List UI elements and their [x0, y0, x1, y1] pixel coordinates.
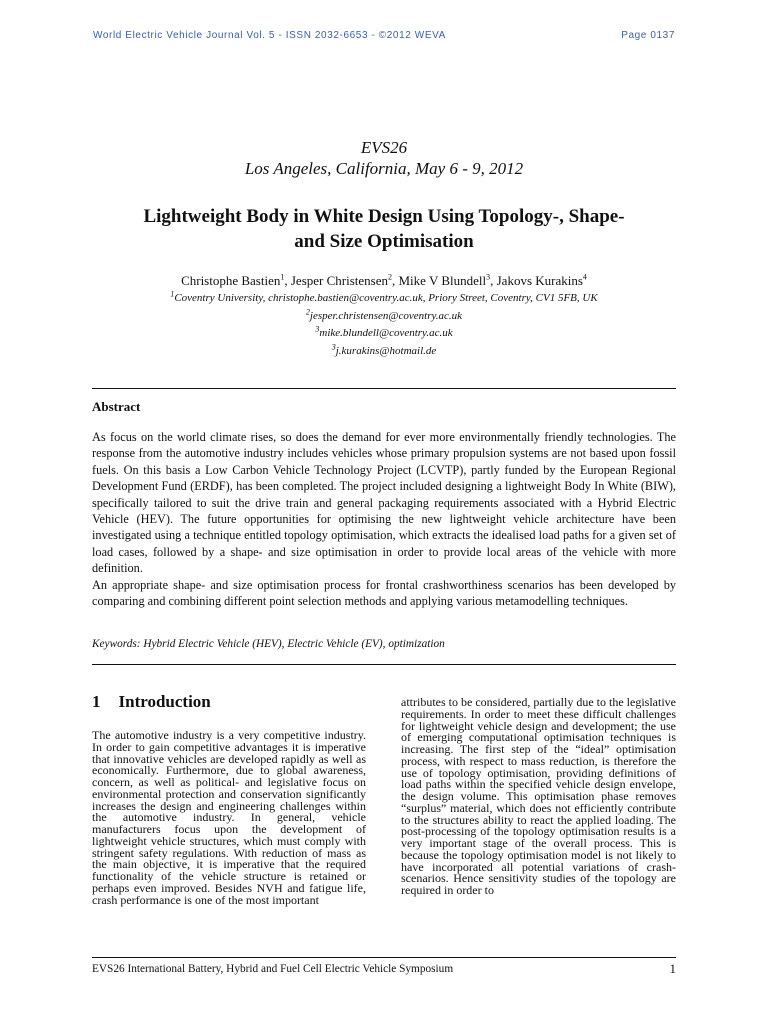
journal-page: Page 0137	[621, 30, 675, 41]
affiliation: $^3$j.kurakins@hotmail.de	[331, 341, 437, 357]
abstract-bottom-rule	[92, 664, 676, 665]
keywords: Keywords: Hybrid Electric Vehicle (HEV), Electric Vehicle (EV), optimization	[92, 638, 445, 650]
abstract-heading: Abstract	[92, 399, 141, 414]
paper-title-line-2: and Size Optimisation	[294, 231, 474, 252]
conference-info	[0, 137, 768, 179]
section-title: Introduction	[118, 692, 211, 711]
section-number: 1	[92, 692, 101, 711]
journal-citation: World Electric Vehicle Journal Vol. 5 - ISSN 2032-6653 - ©2012 WEVA	[93, 30, 446, 41]
author: Jakovs Kurakins$^4$	[496, 272, 587, 288]
abstract-paragraph-1: As focus on the world climate rises, so does the demand for ever more environmentally friendly technologies. The response from the automotive industry includes vehicles whose primary propulsion systems are not based upon fossil fuels. On this basis a Low Carbon Vehicle Technology Project (LCVTP), partly funded by the European Regional Development Fund (ERDF), has been completed. The project included designing a lightweight Body In White (BIW), specifically tailored to suit the drive train and general packaging requirements associated with a Hybrid Electric Vehicle (HEV). The future opportunities for optimising the new lightweight vehicle architecture have been investigated using a technique entitled topology optimisation, which extracts the idealised load paths for a given set of load cases, followed by a shape- and size optimisation in order to provide local areas of the vehicle with more definition.	[92, 430, 676, 576]
author: Christophe Bastien$^1$,	[181, 272, 291, 288]
body-column-right: attributes to be considered, partially due to the legislative requirements. In order to meet these difficult challenges for lightweight vehicle design and development; the use of emerging computational optimisation techniques is increasing. The first step of the “ideal” optimisation process, with respect to mass reduction, is therefore the use of topology optimisation, providing definitions of load paths within the specified vehicle design envelope, the design volume. This optimisation phase removes “surplus” material, which does not efficiently contribute to the structures ability to react the applied loading. The post-processing of the topology optimisation results is a very important stage of the overall process. This is because the topology optimisation model is not likely to have incorporated all potential variations of crash-scenarios. Hence sensitivity studies of the topology are required in order to	[401, 695, 676, 897]
affiliation: $^2$jesper.christensen@coventry.ac.uk	[305, 306, 463, 322]
affiliation: $^1$Coventry University, christophe.bastien@coventry.ac.uk, Priory Street, Coventry, CV1 5FB, UK	[170, 289, 598, 304]
abstract-paragraph-2: An appropriate shape- and size optimisation process for frontal crashworthiness scenarios has been developed by comparing and combining different point selection methods and applying various metamodelling techniques.	[92, 577, 676, 609]
section-heading	[92, 692, 211, 712]
author: Jesper Christensen$^2$,	[290, 272, 399, 288]
paper-title-line-1: Lightweight Body in White Design Using Topology-, Shape-	[143, 206, 625, 227]
author-list	[0, 272, 768, 289]
paper-title	[80, 204, 688, 254]
conference-name: EVS26	[360, 138, 408, 157]
abstract-top-rule	[92, 388, 676, 389]
conference-location: Los Angeles, California, May 6 - 9, 2012	[244, 159, 524, 178]
affiliation-list	[0, 290, 768, 360]
page-number: 1	[669, 961, 676, 976]
footer-text: EVS26 International Battery, Hybrid and Fuel Cell Electric Vehicle Symposium	[92, 963, 454, 975]
author: Mike V Blundell$^3$,	[398, 272, 497, 288]
footer-rule	[92, 957, 676, 958]
body-column-left: The automotive industry is a very competitive industry. In order to gain competitive advantages it is imperative that innovative vehicles are developed rapidly as well as economically. Furthermore, due to global awareness, concern, as well as political- and legislative focus on environmental protection and conservation significantly increases the design and engineering challenges within the automotive industry. In general, vehicle manufacturers focus upon the development of lightweight vehicle structures, which must comply with stringent safety regulations. With reduction of mass as the main objective, it is imperative that the required functionality of the vehicle structure is retained or perhaps even improved. Besides NVH and fatigue life, crash performance is one of the most important	[92, 728, 366, 907]
affiliation: $^3$mike.blundell@coventry.ac.uk	[315, 324, 453, 339]
abstract-body	[92, 429, 676, 609]
